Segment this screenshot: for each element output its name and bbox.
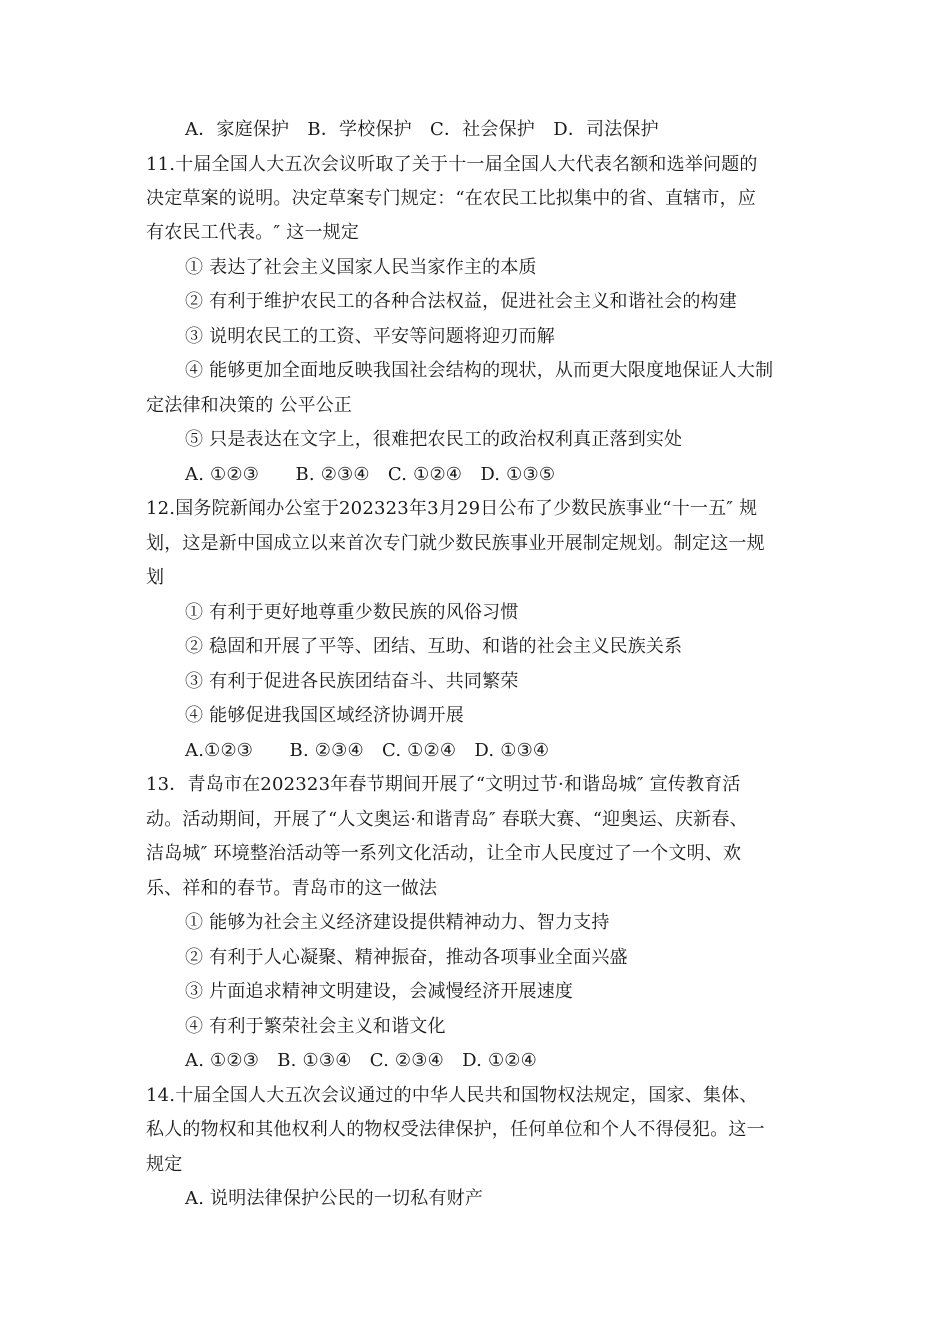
q12-options: A.①②③ B. ②③④ C. ①②④ D. ①③④	[185, 740, 550, 761]
q14-stem-line-3: 规定	[146, 1154, 183, 1175]
q11-item-4-line-2: 定法律和决策的 公平公正	[146, 395, 353, 416]
q13-stem-line-3: 洁岛城″ 环境整治活动等一系列文化活动，让全市人民度过了一个文明、欢	[146, 843, 742, 864]
q14-option-a: A. 说明法律保护公民的一切私有财产	[185, 1188, 484, 1209]
q12-stem-line-3: 划	[146, 567, 165, 588]
q13-options: A. ①②③ B. ①③④ C. ②③④ D. ①②④	[185, 1050, 537, 1071]
q12-stem-line-1: 12.国务院新闻办公室于202323年3月29日公布了少数民族事业“十一五″ 规	[146, 498, 758, 519]
q13-item-1: ① 能够为社会主义经济建设提供精神动力、智力支持	[185, 912, 610, 933]
q11-item-2: ② 有利于维护农民工的各种合法权益，促进社会主义和谐社会的构建	[185, 291, 737, 312]
q12-item-1: ① 有利于更好地尊重少数民族的风俗习惯	[185, 602, 519, 623]
q12-item-4: ④ 能够促进我国区域经济协调开展	[185, 705, 464, 726]
q13-item-3: ③ 片面追求精神文明建设，会减慢经济开展速度	[185, 981, 574, 1002]
q11-item-5: ⑤ 只是表达在文字上，很难把农民工的政治权利真正落到实处	[185, 429, 683, 450]
q13-item-2: ② 有利于人心凝聚、精神振奋，推动各项事业全面兴盛	[185, 947, 628, 968]
q13-stem-line-2: 动。活动期间，开展了“人文奥运·和谐青岛″ 春联大赛、“迎奥运、庆新春、	[146, 809, 748, 830]
q11-item-1: ① 表达了社会主义国家人民当家作主的本质	[185, 257, 537, 278]
q13-item-4: ④ 有利于繁荣社会主义和谐文化	[185, 1016, 446, 1037]
q10-options: A．家庭保护 B．学校保护 C．社会保护 D．司法保护	[185, 119, 659, 140]
q11-options: A. ①②③ B. ②③④ C. ①②④ D. ①③⑤	[185, 464, 556, 485]
q12-item-2: ② 稳固和开展了平等、团结、互助、和谐的社会主义民族关系	[185, 636, 683, 657]
q13-stem-line-1: 13．青岛市在202323年春节期间开展了“文明过节·和谐岛城″ 宣传教育活	[146, 774, 741, 795]
q11-item-3: ③ 说明农民工的工资、平安等问题将迎刃而解	[185, 326, 555, 347]
q12-item-3: ③ 有利于促进各民族团结奋斗、共同繁荣	[185, 671, 519, 692]
q11-item-4-line-1: ④ 能够更加全面地反映我国社会结构的现状，从而更大限度地保证人大制	[185, 360, 774, 381]
q14-stem-line-2: 私人的物权和其他权利人的物权受法律保护，任何单位和个人不得侵犯。这一	[146, 1119, 765, 1140]
q14-stem-line-1: 14.十届全国人大五次会议通过的中华人民共和国物权法规定，国家、集体、	[146, 1085, 758, 1106]
q11-stem-line-2: 决定草案的说明。决定草案专门规定：“在农民工比拟集中的省、直辖市，应	[146, 188, 756, 209]
q11-stem-line-1: 11.十届全国人大五次会议听取了关于十一届全国人大代表名额和选举问题的	[146, 154, 758, 175]
q13-stem-line-4: 乐、祥和的春节。青岛市的这一做法	[146, 878, 438, 899]
q11-stem-line-3: 有农民工代表。″ 这一规定	[146, 222, 360, 243]
q12-stem-line-2: 划，这是新中国成立以来首次专门就少数民族事业开展制定规划。制定这一规	[146, 533, 765, 554]
